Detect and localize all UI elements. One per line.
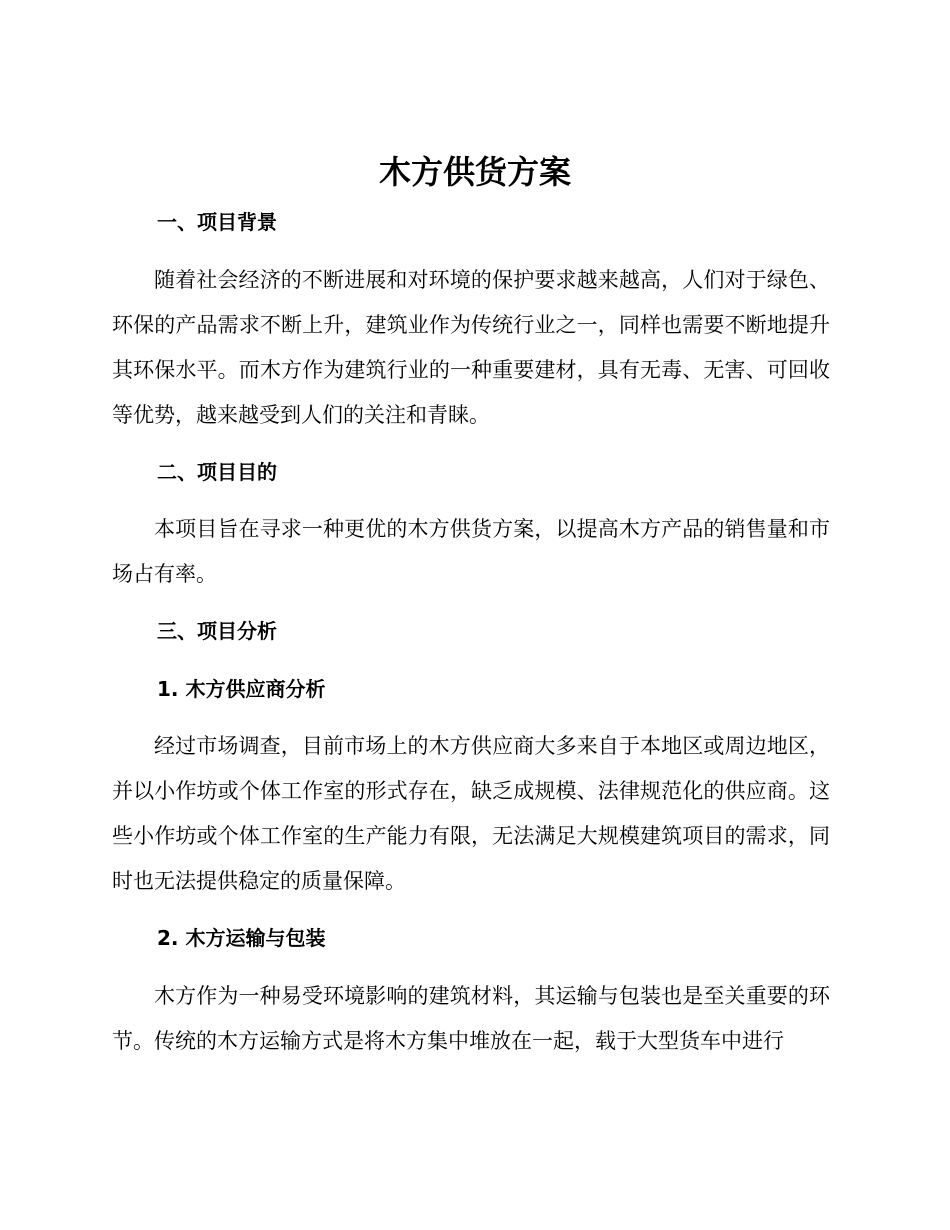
section-paragraph-background: 随着社会经济的不断进展和对环境的保护要求越来越高，人们对于绿色、环保的产品需求不断上升，建筑业作为传统行业之一，同样也需要不断地提升其环保水平。而木方作为建筑行业的一种重要建材，具有无毒、无害、可回收等优势，越来越受到人们的关注和青睐。 [112, 268, 830, 427]
subsection-heading-suppliers: 1. 木方供应商分析 [157, 677, 326, 701]
section-heading-background: 一、项目背景 [157, 210, 277, 234]
section-heading-purpose: 二、项目目的 [157, 460, 277, 484]
subsection-paragraph-suppliers: 经过市场调查，目前市场上的木方供应商大多来自于本地区或周边地区，并以小作坊或个体工作室的形式存在，缺乏成规模、法律规范化的供应商。这些小作坊或个体工作室的生产能力有限，无法满足大规模建筑项目的需求，同时也无法提供稳定的质量保障。 [112, 734, 830, 893]
document-title: 木方供货方案 [378, 153, 571, 191]
subsection-heading-transport: 2. 木方运输与包装 [157, 926, 326, 950]
section-paragraph-purpose: 本项目旨在寻求一种更优的木方供货方案，以提高木方产品的销售量和市场占有率。 [112, 517, 830, 586]
subsection-paragraph-transport: 木方作为一种易受环境影响的建筑材料，其运输与包装也是至关重要的环节。传统的木方运输方式是将木方集中堆放在一起，载于大型货车中进行 [112, 984, 830, 1053]
section-heading-analysis: 三、项目分析 [157, 619, 277, 643]
